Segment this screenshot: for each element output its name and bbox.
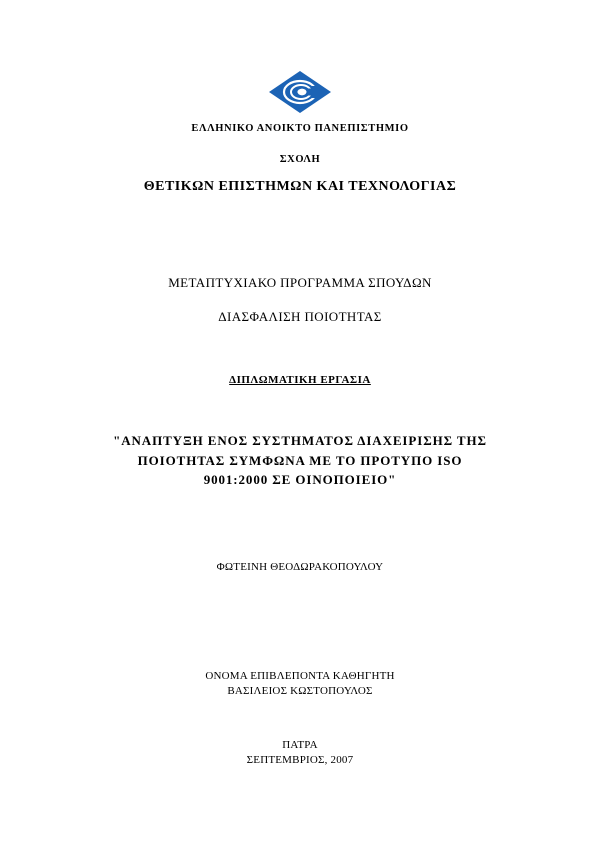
thesis-title-line: "ΑΝΑΠΤΥΞΗ ΕΝΟΣ ΣΥΣΤΗΜΑΤΟΣ ΔΙΑΧΕΙΡΙΣΗΣ ΤΗΣ <box>113 433 487 448</box>
supervisor-label: ΟΝΟΜΑ ΕΠΙΒΛΕΠΟΝΤΑ ΚΑΘΗΓΗΤΗ <box>205 670 395 682</box>
school-label: ΣΧΟΛΗ <box>279 154 321 165</box>
thesis-type: ΔΙΠΛΩΜΑΤΙΚΗ ΕΡΓΑΣΙΑ <box>229 374 371 386</box>
thesis-title-line: 9001:2000 ΣΕ ΟΙΝΟΠΟΙΕΙΟ" <box>203 472 397 487</box>
supervisor-name: ΒΑΣΙΛΕΙΟΣ ΚΩΣΤΟΠΟΥΛΟΣ <box>227 685 373 697</box>
author-name: ΦΩΤΕΙΝΗ ΘΕΟΔΩΡΑΚΟΠΟΥΛΟΥ <box>216 561 384 573</box>
university-name: ΕΛΛΗΝΙΚΟ ΑΝΟΙΚΤΟ ΠΑΝΕΠΙΣΤΗΜΙΟ <box>191 123 409 134</box>
city: ΠΑΤΡΑ <box>282 739 318 751</box>
faculty-name: ΘΕΤΙΚΩΝ ΕΠΙΣΤΗΜΩΝ ΚΑΙ ΤΕΧΝΟΛΟΓΙΑΣ <box>143 179 457 194</box>
thesis-title-line: ΠΟΙΟΤΗΤΑΣ ΣΥΜΦΩΝΑ ΜΕ ΤΟ ΠΡΟΤΥΠΟ ISO <box>137 453 463 468</box>
date: ΣΕΠΤΕΜΒΡΙΟΣ, 2007 <box>246 754 354 766</box>
program-name: ΜΕΤΑΠΤΥΧΙΑΚΟ ΠΡΟΓΡΑΜΜΑ ΣΠΟΥΔΩΝ <box>168 275 432 290</box>
program-specialty: ΔΙΑΣΦΑΛΙΣΗ ΠΟΙΟΤΗΤΑΣ <box>218 309 382 324</box>
eap-logo-icon <box>268 70 332 114</box>
